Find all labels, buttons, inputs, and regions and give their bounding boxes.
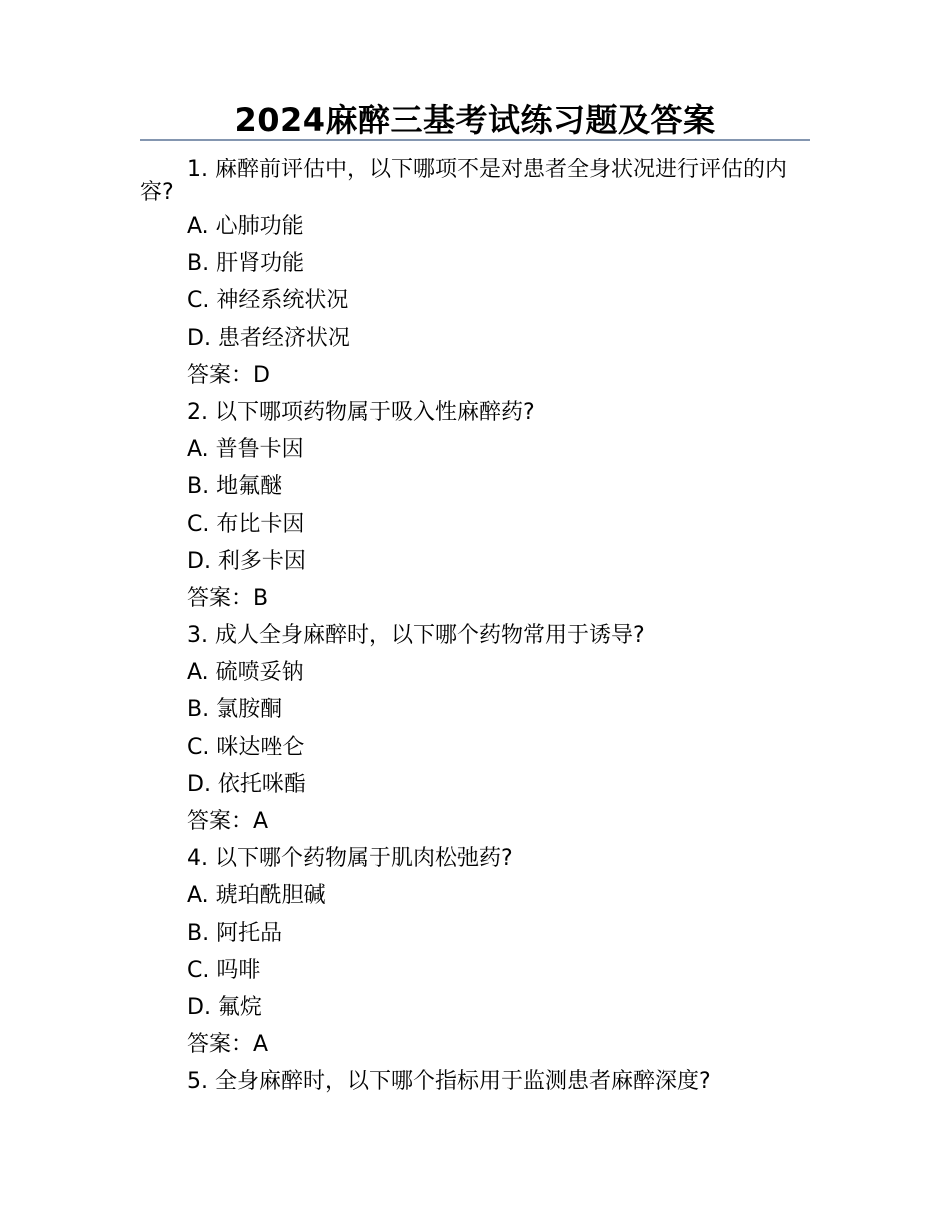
option-1a: A. 心肺功能 bbox=[187, 214, 304, 239]
question-4: 4. 以下哪个药物属于肌肉松弛药? bbox=[187, 846, 513, 872]
answer-4: 答案：A bbox=[187, 1032, 269, 1058]
option-2a: A. 普鲁卡因 bbox=[187, 437, 304, 463]
option-4c: C. 吗啡 bbox=[187, 957, 261, 983]
answer-3: 答案：A bbox=[187, 809, 269, 834]
option-2d: D. 利多卡因 bbox=[187, 548, 306, 574]
question-5: 5. 全身麻醉时，以下哪个指标用于监测患者麻醉深度? bbox=[187, 1069, 711, 1095]
option-1c: C. 神经系统状况 bbox=[187, 288, 349, 314]
question-2: 2. 以下哪项药物属于吸入性麻醉药? bbox=[187, 399, 535, 425]
answer-1: 答案：D bbox=[187, 362, 270, 388]
question-1: 1. 麻醉前评估中，以下哪项不是对患者全身状况进行评估的内容? bbox=[140, 158, 787, 205]
option-4d: D. 氟烷 bbox=[187, 994, 262, 1020]
option-4b: B. 阿托品 bbox=[187, 920, 283, 946]
option-3b: B. 氯胺酮 bbox=[187, 697, 283, 723]
option-2b: B. 地氟醚 bbox=[187, 474, 283, 500]
option-3a: A. 硫喷妥钠 bbox=[187, 660, 304, 686]
question-3: 3. 成人全身麻醉时，以下哪个药物常用于诱导? bbox=[187, 623, 645, 649]
option-3d: D. 依托咪酯 bbox=[187, 771, 306, 797]
option-1d: D. 患者经济状况 bbox=[187, 325, 350, 351]
option-4a: A. 琥珀酰胆碱 bbox=[187, 883, 326, 909]
document-body bbox=[140, 158, 810, 1101]
title-underline bbox=[140, 139, 810, 141]
document-title: 2024麻醉三基考试练习题及答案 bbox=[234, 101, 716, 139]
option-2c: C. 布比卡因 bbox=[187, 511, 305, 537]
answer-2: 答案：B bbox=[187, 585, 269, 611]
option-1b: B. 肝肾功能 bbox=[187, 251, 305, 277]
option-3c: C. 咪达唑仑 bbox=[187, 734, 305, 760]
